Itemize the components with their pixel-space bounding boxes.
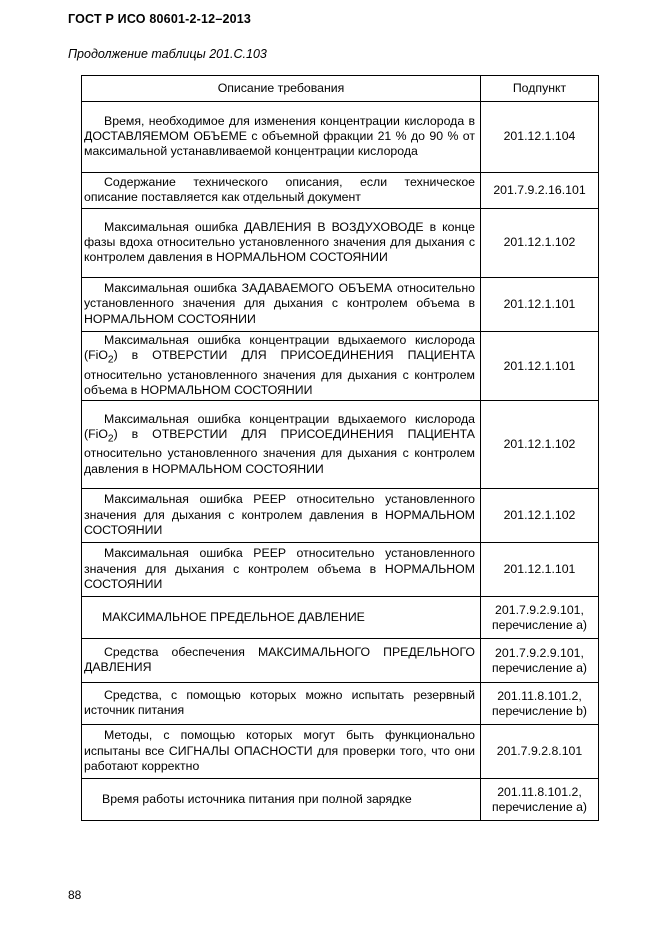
subclause-ref: 201.12.1.104 — [481, 102, 599, 173]
requirement-description: Максимальная ошибка ДАВЛЕНИЯ В ВОЗДУХОВОДЕ в конце фазы вдоха относительно установленного значения для дыхания с контролем давления в НОРМАЛЬНОМ СОСТОЯНИИ — [82, 209, 481, 278]
requirement-description: Максимальная ошибка PEEP относительно установленного значения для дыхания с контролем давления в НОРМАЛЬНОМ СОСТОЯНИИ — [82, 489, 481, 543]
requirement-description: Максимальная ошибка концентрации вдыхаемого кислорода (FiO$_2$) в ОТВЕРСТИИ ДЛЯ ПРИСОЕДИНЕНИЯ ПАЦИЕНТА относительно установленного значения для дыхания с контролем давления в НОРМАЛЬНОМ СОСТОЯНИИ — [82, 401, 481, 489]
requirement-description: Максимальная ошибка концентрации вдыхаемого кислорода (FiO$_2$) в ОТВЕРСТИИ ДЛЯ ПРИСОЕДИНЕНИЯ ПАЦИЕНТА относительно установленного значения для дыхания с контролем объема в НОРМАЛЬНОМ СОСТОЯНИИ — [82, 332, 481, 401]
subclause-ref: 201.12.1.102 — [481, 489, 599, 543]
table-row — [82, 401, 599, 489]
subclause-ref: 201.7.9.2.16.101 — [481, 173, 599, 209]
table-row — [82, 489, 599, 543]
requirement-description: Методы, с помощью которых могут быть функционально испытаны все СИГНАЛЫ ОПАСНОСТИ для проверки того, что они работают корректно — [82, 725, 481, 779]
subclause-ref: 201.12.1.102 — [481, 209, 599, 278]
requirement-description: Средства, с помощью которых можно испытать резервный источник питания — [82, 683, 481, 725]
table-row — [82, 332, 599, 401]
subclause-ref: 201.11.8.101.2, перечисление b) — [481, 683, 599, 725]
table-row — [82, 278, 599, 332]
table-row — [82, 597, 599, 639]
table-row — [82, 639, 599, 683]
table-row — [82, 543, 599, 597]
requirement-description: МАКСИМАЛЬНОЕ ПРЕДЕЛЬНОЕ ДАВЛЕНИЕ — [82, 597, 481, 639]
table-row — [82, 725, 599, 779]
document-header: ГОСТ Р ИСО 80601-2-12–2013 — [68, 12, 252, 26]
table-row — [82, 779, 599, 821]
requirement-description: Время, необходимое для изменения концентрации кислорода в ДОСТАВЛЯЕМОМ ОБЪЕМЕ с объемной фракции 21 % до 90 % от максимальной устанавливаемой концентрации кислорода — [82, 102, 481, 173]
table-row — [82, 209, 599, 278]
table-caption: Продолжение таблицы 201.С.103 — [68, 47, 267, 61]
requirements-table — [81, 75, 599, 821]
column-header-subclause: Подпункт — [481, 76, 599, 102]
requirement-description: Максимальная ошибка PEEP относительно установленного значения для дыхания с контролем объема в НОРМАЛЬНОМ СОСТОЯНИИ — [82, 543, 481, 597]
subclause-ref: 201.12.1.102 — [481, 401, 599, 489]
table-row — [82, 102, 599, 173]
table-header-row — [82, 76, 599, 102]
requirement-description: Максимальная ошибка ЗАДАВАЕМОГО ОБЪЕМА относительно установленного значения для дыхания с контролем объема в НОРМАЛЬНОМ СОСТОЯНИИ — [82, 278, 481, 332]
requirement-description: Содержание технического описания, если техническое описание поставляется как отдельный документ — [82, 173, 481, 209]
subclause-ref: 201.7.9.2.8.101 — [481, 725, 599, 779]
column-header-description: Описание требования — [82, 76, 481, 102]
page-number: 88 — [68, 888, 82, 902]
table-row — [82, 683, 599, 725]
subclause-ref: 201.12.1.101 — [481, 332, 599, 401]
subclause-ref: 201.12.1.101 — [481, 543, 599, 597]
subclause-ref: 201.12.1.101 — [481, 278, 599, 332]
requirement-description: Время работы источника питания при полной зарядке — [82, 779, 481, 821]
table-row — [82, 173, 599, 209]
subclause-ref: 201.11.8.101.2, перечисление a) — [481, 779, 599, 821]
subclause-ref: 201.7.9.2.9.101, перечисление a) — [481, 597, 599, 639]
subclause-ref: 201.7.9.2.9.101, перечисление a) — [481, 639, 599, 683]
requirement-description: Средства обеспечения МАКСИМАЛЬНОГО ПРЕДЕЛЬНОГО ДАВЛЕНИЯ — [82, 639, 481, 683]
